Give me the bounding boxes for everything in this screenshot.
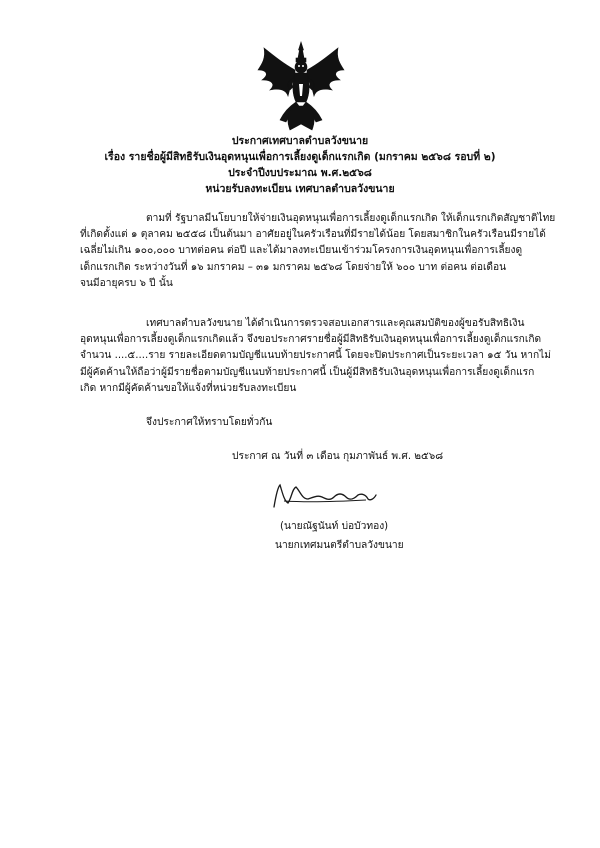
paragraph-1-line: เด็กแรกเกิด ระหว่างวันที่ ๑๖ มกราคม – ๓๑ มกราคม ๒๕๖๘ โดยจ่ายให้ ๖๐๐ บาท ต่อคน ต่อเดือน: [80, 261, 507, 273]
paragraph-1-line: จนมีอายุครบ ๖ ปี นั้น: [80, 277, 173, 289]
fiscal-year: ประจำปีงบประมาณ พ.ศ.๒๕๖๘: [228, 167, 372, 179]
paragraph-2-line: มีผู้คัดค้านให้ถือว่าผู้มีรายชื่อตามบัญชีแนบท้ายประกาศนี้ เป็นผู้มีสิทธิรับเงินอุดหนุนเพื่อการเลี้ยงดูเด็กแรก: [80, 366, 535, 378]
paragraph-1: [80, 211, 555, 292]
paragraph-2-line: เทศบาลตำบลวังขนาย ได้ดำเนินการตรวจสอบเอกสารและคุณสมบัติของผู้ขอรับสิทธิเงิน: [146, 318, 525, 329]
announcement-date: ประกาศ ณ วันที่ ๓ เดือน กุมภาพันธ์ พ.ศ. ๒๕๖๘: [232, 451, 444, 462]
announce-closing: จึงประกาศให้ทราบโดยทั่วกัน: [146, 417, 273, 428]
paragraph-2-line: จำนวน ....๕....ราย รายละเอียดตามบัญชีแนบท้ายประกาศนี้ โดยจะปิดประกาศเป็นระยะเวลา ๑๕ วัน หากไม่: [80, 350, 551, 362]
announcement-title-block: [40, 133, 560, 197]
announcement-subject: เรื่อง รายชื่อผู้มีสิทธิรับเงินอุดหนุนเพื่อการเลี้ยงดูเด็กแรกเกิด (มกราคม ๒๕๖๘ รอบที่ ๒): [104, 151, 496, 163]
handwritten-signature-icon: [270, 481, 380, 511]
signer-name: (นายณัฐนันท์ บ่อบัวทอง): [280, 521, 389, 532]
announcement-issuer: ประกาศเทศบาลตำบลวังขนาย: [231, 135, 369, 147]
paragraph-1-line: ที่เกิดตั้งแต่ ๑ ตุลาคม ๒๕๕๘ เป็นต้นมา อาศัยอยู่ในครัวเรือนที่มีรายได้น้อย โดยสมาชิกในครัวเรือนมีรายได้: [80, 229, 546, 241]
paragraph-2-line: เกิด หากมีผู้คัดค้านขอให้แจ้งที่หน่วยรับลงทะเบียน: [80, 382, 297, 394]
paragraph-2-line: อุดหนุนเพื่อการเลี้ยงดูเด็กแรกเกิดแล้ว จึงขอประกาศรายชื่อผู้มีสิทธิรับเงินอุดหนุนเพื่อการเลี้ยงดูเด็กแรกเกิด: [80, 334, 542, 346]
paragraph-1-line: ตามที่ รัฐบาลมีนโยบายให้จ่ายเงินอุดหนุนเพื่อการเลี้ยงดูเด็กแรกเกิด ให้เด็กแรกเกิดสัญชาติไทย: [146, 213, 556, 224]
garuda-emblem-icon: [256, 40, 346, 132]
paragraph-2: [80, 316, 551, 397]
signer-title: นายกเทศมนตรีตำบลวังขนาย: [275, 540, 404, 551]
registration-unit: หน่วยรับลงทะเบียน เทศบาลตำบลวังขนาย: [205, 183, 395, 195]
paragraph-1-line: เฉลี่ยไม่เกิน ๑๐๐,๐๐๐ บาทต่อคน ต่อปี และได้มาลงทะเบียนเข้าร่วมโครงการเงินอุดหนุนเพื่อการเลี้ยงดู: [80, 245, 523, 257]
